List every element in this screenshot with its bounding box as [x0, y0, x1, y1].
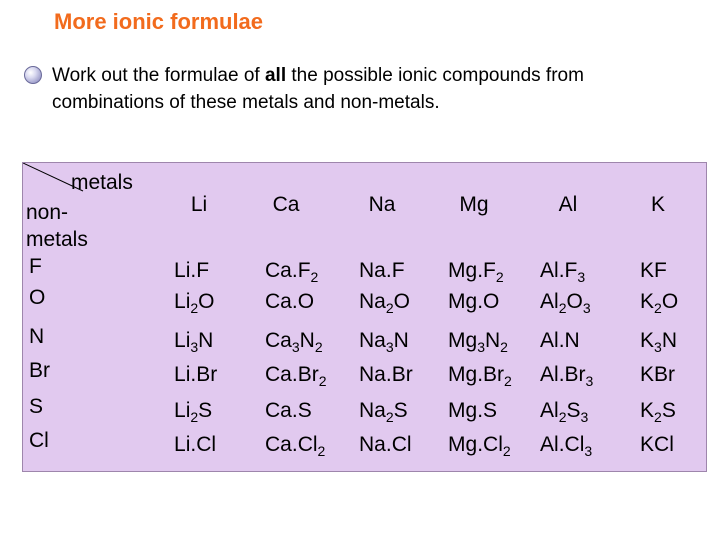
- nonmetal-label-br: Br: [29, 359, 50, 382]
- intro-text: [52, 62, 692, 116]
- nonmetal-label-o: O: [29, 286, 46, 309]
- bullet-icon: [24, 66, 42, 84]
- formula-cell: Mg.O: [448, 290, 500, 313]
- formula-cell: $Ca_3N_2$: [265, 329, 323, 355]
- formula-cell: $Mg.Br_2$: [448, 363, 512, 389]
- formula-cell: $Mg.Cl_2$: [448, 433, 511, 459]
- corner-nonmetals-line1: non-: [26, 201, 69, 224]
- formula-cell: $K_3N$: [640, 329, 677, 355]
- corner-cell: [23, 163, 154, 258]
- nonmetal-label-n: N: [29, 325, 45, 348]
- formula-table: [22, 162, 707, 472]
- formula-cell: $Ca.Br_2$: [265, 363, 327, 389]
- formula-cell: Na.Cl: [359, 433, 412, 456]
- formula-cell: $Mg_3N_2$: [448, 329, 508, 355]
- formula-cell: Li.Cl: [174, 433, 217, 456]
- formula-cell: Na.Br: [359, 363, 413, 386]
- nonmetal-label-f: F: [29, 255, 42, 278]
- nonmetal-label-s: S: [29, 395, 44, 418]
- formula-cell: $Na_3N$: [359, 329, 409, 355]
- formula-cell: $Al_2S_3$: [540, 399, 589, 425]
- metal-header-na: Na: [368, 193, 396, 216]
- formula-cell: KBr: [640, 363, 676, 386]
- formula-cell: Ca.O: [265, 290, 315, 313]
- formula-cell: Li.F: [174, 259, 210, 282]
- intro-after: the possible ionic compounds from combinations of these metals and non-metals.: [52, 65, 584, 113]
- formula-cell: Al.N: [540, 329, 580, 352]
- metal-header-ca: Ca: [272, 193, 300, 216]
- formula-cell: $K_2S$: [640, 399, 676, 425]
- formula-cell: $Ca.Cl_2$: [265, 433, 326, 459]
- formula-cell: $Al_2O_3$: [540, 290, 591, 316]
- formula-cell: $K_2O$: [640, 290, 679, 316]
- formula-cell: Na.F: [359, 259, 405, 282]
- formula-cell: $Li_2S$: [174, 399, 213, 425]
- formula-cell: Ca.S: [265, 399, 312, 422]
- intro-bold: all: [264, 65, 287, 86]
- corner-metals-label: metals: [71, 171, 133, 194]
- corner-nonmetals-line2: metals: [26, 228, 88, 251]
- page-title: More ionic formulae: [54, 9, 264, 34]
- formula-cell: $Al.F_3$: [540, 259, 586, 285]
- formula-cell: $Na_2O$: [359, 290, 410, 316]
- corner-nonmetals-label: [26, 199, 88, 253]
- metal-header-al: Al: [558, 193, 578, 216]
- formula-cell: KCl: [640, 433, 674, 456]
- formula-cell: Mg.S: [448, 399, 498, 422]
- formula-cell: $Ca.F_2$: [265, 259, 319, 285]
- formula-cell: Li.Br: [174, 363, 218, 386]
- formula-cell: $Li_3N$: [174, 329, 214, 355]
- nonmetal-label-cl: Cl: [29, 429, 49, 452]
- formula-cell: $Mg.F_2$: [448, 259, 504, 285]
- formula-cell: KF: [640, 259, 667, 282]
- metal-header-mg: Mg: [459, 193, 489, 216]
- intro-before: Work out the formulae of: [52, 65, 265, 86]
- metal-header-li: Li: [190, 193, 208, 216]
- formula-cell: $Al.Br_3$: [540, 363, 594, 389]
- formula-cell: $Al.Cl_3$: [540, 433, 593, 459]
- formula-cell: $Na_2S$: [359, 399, 408, 425]
- metal-header-k: K: [650, 193, 665, 216]
- formula-cell: $Li_2O$: [174, 290, 215, 316]
